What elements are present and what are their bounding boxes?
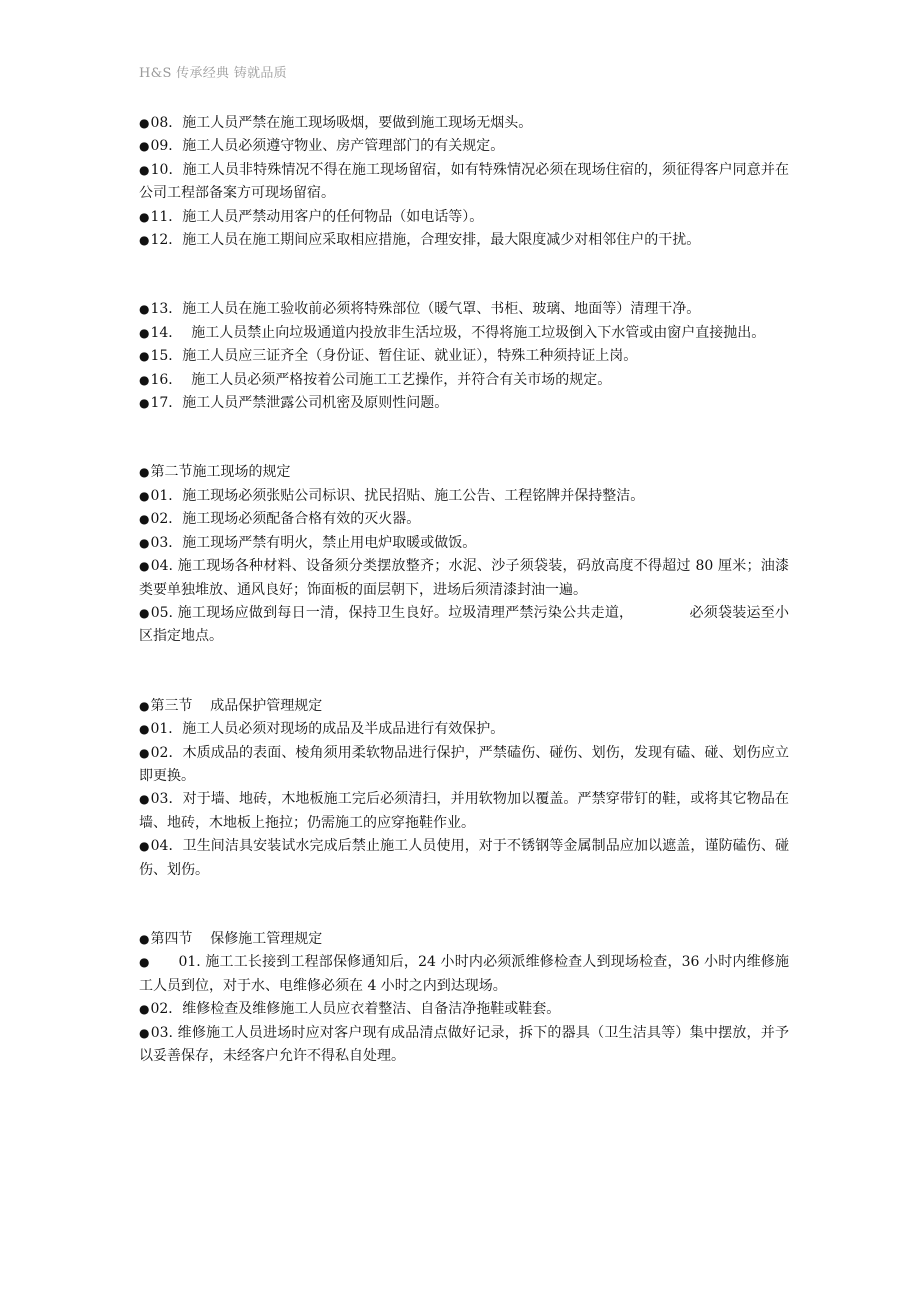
bullet-icon: ●	[139, 931, 150, 946]
bullet-paragraph	[139, 508, 789, 531]
paragraph-text: 01．施工现场必须张贴公司标识、扰民招贴、施工公告、工程铭牌并保持整洁。	[150, 487, 645, 504]
bullet-paragraph	[139, 998, 789, 1021]
bullet-icon: ●	[139, 698, 150, 713]
paragraph-text: 第二节施工现场的规定	[150, 464, 291, 481]
bullet-icon: ●	[139, 465, 150, 480]
bullet-icon: ●	[139, 372, 150, 387]
paragraph-text: 第三节 成品保护管理规定	[150, 697, 323, 714]
block-spacer	[139, 649, 789, 695]
bullet-paragraph	[139, 206, 789, 229]
bullet-icon: ●	[139, 233, 150, 248]
paragraph-text: 01．施工人员必须对现场的成品及半成品进行有效保护。	[150, 721, 505, 738]
bullet-paragraph	[139, 298, 789, 321]
text-block	[139, 461, 789, 648]
bullet-paragraph	[139, 718, 789, 741]
bullet-icon: ●	[139, 139, 150, 154]
paragraph-text: 02．木质成品的表面、棱角须用柔软物品进行保护，严禁磕伤、碰伤、划伤，发现有磕、碰、划伤应立即更换。	[139, 744, 789, 784]
bullet-paragraph	[139, 135, 789, 158]
bullet-paragraph	[139, 461, 789, 484]
bullet-icon: ●	[139, 116, 150, 130]
bullet-paragraph	[139, 112, 789, 135]
bullet-icon: ●	[139, 302, 150, 317]
bullet-paragraph	[139, 345, 789, 368]
paragraph-text: 02．施工现场必须配备合格有效的灭火器。	[150, 511, 421, 528]
bullet-icon: ●	[139, 535, 150, 550]
bullet-paragraph	[139, 555, 789, 602]
text-block	[139, 112, 789, 252]
bullet-paragraph	[139, 742, 789, 789]
paragraph-text: 15．施工人员应三证齐全（身份证、暂住证、就业证），特殊工种须持证上岗。	[150, 348, 638, 365]
paragraph-text: 14． 施工人员禁止向垃圾通道内投放非生活垃圾，不得将施工垃圾倒入下水管或由窗户直接抛出。	[150, 324, 766, 341]
bullet-icon: ●	[139, 722, 150, 737]
bullet-paragraph	[139, 369, 789, 392]
page-header: H&S 传承经典 铸就品质	[139, 66, 287, 81]
paragraph-text: 09．施工人员必须遵守物业、房产管理部门的有关规定。	[150, 138, 505, 155]
bullet-paragraph	[139, 532, 789, 555]
bullet-icon: ●	[139, 1025, 150, 1040]
text-block	[139, 695, 789, 882]
paragraph-text: 01. 施工工长接到工程部保修通知后，24 小时内必须派维修检查人到现场检查，36 小时内维修施工人员到位，对于水、电维修必须在 4 小时之内到达现场。	[139, 954, 789, 994]
bullet-paragraph	[139, 951, 789, 998]
bullet-icon: ●	[139, 325, 150, 340]
bullet-paragraph	[139, 602, 789, 649]
bullet-paragraph	[139, 1022, 789, 1069]
bullet-paragraph	[139, 392, 789, 415]
bullet-icon: ●	[139, 209, 150, 224]
bullet-paragraph	[139, 229, 789, 252]
bullet-icon: ●	[139, 792, 150, 807]
bullet-paragraph	[139, 928, 789, 951]
bullet-icon: ●	[139, 349, 150, 364]
bullet-icon: ●	[139, 605, 150, 620]
text-block	[139, 928, 789, 1068]
bullet-paragraph	[139, 835, 789, 882]
paragraph-text: 05. 施工现场应做到每日一清，保持卫生良好。垃圾清理严禁污染公共走道， 必须袋装运至小区指定地点。	[139, 604, 789, 645]
bullet-paragraph	[139, 485, 789, 508]
paragraph-text: 11．施工人员严禁动用客户的任何物品（如电话等）。	[150, 208, 484, 225]
bullet-paragraph	[139, 695, 789, 718]
paragraph-text: 12．施工人员在施工期间应采取相应措施，合理安排，最大限度减少对相邻住户的干扰。	[150, 232, 701, 249]
paragraph-text: 04. 施工现场各种材料、设备须分类摆放整齐；水泥、沙子须袋装，码放高度不得超过 80 厘米；油漆类要单独堆放、通风良好；饰面板的面层朝下，进场后须清漆封油一遍。	[139, 558, 789, 598]
paragraph-text: 03．施工现场严禁有明火，禁止用电炉取暖或做饭。	[150, 534, 477, 551]
paragraph-text: 08．施工人员严禁在施工现场吸烟，要做到施工现场无烟头。	[150, 115, 533, 131]
paragraph-text: 16． 施工人员必须严格按着公司施工工艺操作，并符合有关市场的规定。	[150, 371, 612, 388]
paragraph-text: 03．对于墙、地砖，木地板施工完后必须清扫，并用软物加以覆盖。严禁穿带钉的鞋，或将其它物品在墙、地砖，木地板上拖拉；仍需施工的应穿拖鞋作业。	[139, 791, 789, 831]
paragraph-text: 02．维修检查及维修施工人员应衣着整洁、自备洁净拖鞋或鞋套。	[150, 1001, 561, 1018]
bullet-paragraph	[139, 322, 789, 345]
bullet-icon: ●	[139, 559, 150, 574]
bullet-paragraph	[139, 788, 789, 835]
paragraph-text: 10．施工人员非特殊情况不得在施工现场留宿，如有特殊情况必须在现场住宿的，须征得客户同意并在公司工程部备案方可现场留宿。	[139, 161, 789, 202]
paragraph-text: 17．施工人员严禁泄露公司机密及原则性问题。	[150, 395, 449, 412]
paragraph-text: 第四节 保修施工管理规定	[150, 930, 323, 947]
bullet-icon: ●	[139, 745, 150, 760]
bullet-icon: ●	[139, 512, 150, 527]
bullet-icon: ●	[139, 839, 150, 854]
block-spacer	[139, 252, 789, 298]
paragraph-text: 13．施工人员在施工验收前必须将特殊部位（暖气罩、书柜、玻璃、地面等）清理干净。	[150, 301, 701, 318]
block-spacer	[139, 882, 789, 928]
bullet-icon: ●	[139, 955, 150, 970]
text-block	[139, 298, 789, 415]
bullet-icon: ●	[139, 488, 150, 503]
paragraph-text: 03. 维修施工人员进场时应对客户现有成品清点做好记录，拆下的器具（卫生洁具等）集中摆放，并予以妥善保存，未经客户允许不得私自处理。	[139, 1024, 789, 1064]
bullet-icon: ●	[139, 396, 150, 411]
bullet-paragraph	[139, 159, 789, 206]
bullet-icon: ●	[139, 1002, 150, 1017]
block-spacer	[139, 415, 789, 461]
bullet-icon: ●	[139, 162, 150, 177]
paragraph-text: 04．卫生间洁具安装试水完成后禁止施工人员使用，对于不锈钢等金属制品应加以遮盖，谨防磕伤、碰伤、划伤。	[139, 838, 789, 878]
document-body	[139, 112, 789, 1068]
